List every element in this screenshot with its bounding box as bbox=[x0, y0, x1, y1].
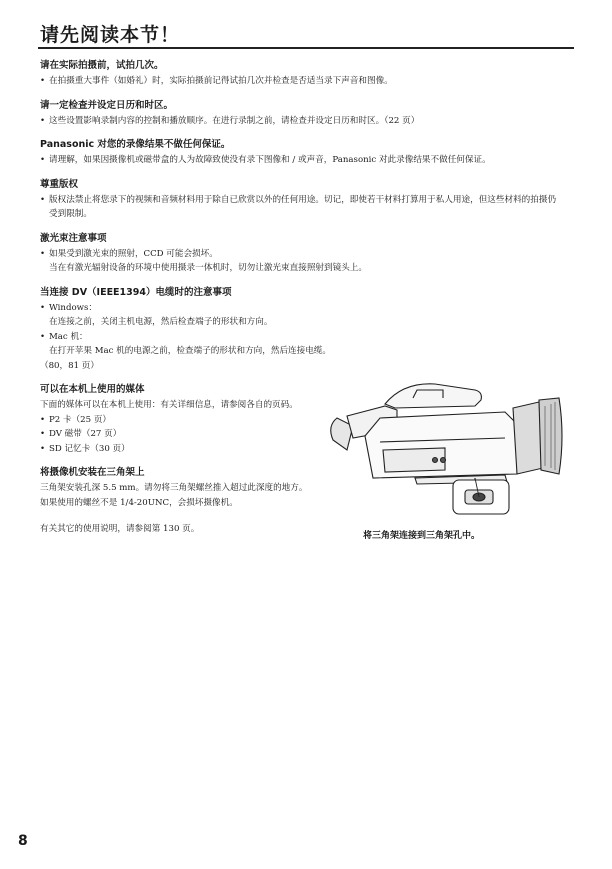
footer-note: 有关其它的使用说明，请参阅第 130 页。 bbox=[40, 524, 200, 534]
indented-text: 在打开苹果 Mac 机的电源之前，检查端子的形状和方向，然后连接电缆。 bbox=[49, 346, 332, 356]
paragraph: 三角架安装孔深 5.5 mm。请勿将三角架螺丝推入超过此深度的地方。 bbox=[40, 483, 308, 493]
bullet-item-windows: • Windows： bbox=[40, 301, 560, 316]
section-laser bbox=[40, 231, 560, 276]
bullet-item: • 这些设置影响录制内容的控制和播放顺序。在进行录制之前，请检查并设定日历和时区。（22 页） bbox=[40, 114, 560, 129]
page-number: 8 bbox=[18, 833, 28, 849]
indented-text: 当在有激光辐射设备的环境中使用摄录一体机时，切勿让激光束直接照射到镜头上。 bbox=[49, 263, 367, 273]
title-rule bbox=[38, 47, 574, 49]
bullet-item-mac: • Mac 机： bbox=[40, 330, 560, 345]
figure-caption: 将三角架连接到三角架孔中。 bbox=[363, 531, 481, 541]
section-heading: 将摄像机安装在三角架上 bbox=[40, 467, 145, 478]
paragraph: 下面的媒体可以在本机上使用：有关详细信息，请参阅各自的页码。 bbox=[40, 400, 298, 410]
section-heading: 请一定检查并设定日历和时区。 bbox=[40, 99, 174, 111]
section-calendar bbox=[40, 98, 560, 129]
section-test-shoot bbox=[40, 58, 560, 89]
bullet-item: • 请理解，如果因摄像机或磁带盒的人为故障致使没有录下图像和 / 或声音，Panasonic 对此录像结果不做任何保证。 bbox=[40, 153, 560, 168]
bullet-item: • DV 磁带（27 页） bbox=[40, 427, 322, 442]
section-copyright bbox=[40, 177, 560, 222]
section-heading: Panasonic 对您的录像结果不做任何保证。 bbox=[40, 139, 231, 150]
bullet-item: • 版权法禁止将您录下的视频和音频材料用于除自已欣赏以外的任何用途。切记，即使若干材料打算用于私人用途，但这些材料的拍摄仍受到限制。 bbox=[40, 193, 560, 222]
indented-text: 在连接之前，关闭主机电源，然后检查端子的形状和方向。 bbox=[49, 317, 273, 327]
section-heading: 请在实际拍摄前，试拍几次。 bbox=[40, 60, 164, 71]
section-media bbox=[40, 382, 322, 456]
bullet-item: • 在拍摄重大事件（如婚礼）时，实际拍摄前记得试拍几次并检查是否适当录下声音和图像。 bbox=[40, 74, 560, 89]
page-title: 请先阅读本节！ bbox=[40, 24, 181, 46]
section-heading: 可以在本机上使用的媒体 bbox=[40, 384, 145, 395]
section-no-guarantee bbox=[40, 137, 560, 168]
section-heading: 激光束注意事项 bbox=[40, 232, 107, 244]
bullet-item: • P2 卡（25 页） bbox=[40, 413, 322, 428]
paragraph: 如果使用的螺丝不是 1/4-20UNC，会损坏摄像机。 bbox=[40, 497, 238, 508]
section-heading: 当连接 DV（IEEE1394）电缆时的注意事项 bbox=[40, 286, 232, 298]
page-reference: （80，81 页） bbox=[40, 360, 99, 371]
camera-tripod-illustration bbox=[325, 378, 575, 518]
section-tripod bbox=[40, 465, 322, 510]
section-dv-cable bbox=[40, 285, 560, 374]
bullet-item: • 如果受到激光束的照射，CCD 可能会损坏。 bbox=[40, 247, 560, 262]
bullet-item: • SD 记忆卡（30 页） bbox=[40, 442, 322, 457]
section-heading: 尊重版权 bbox=[40, 178, 79, 190]
